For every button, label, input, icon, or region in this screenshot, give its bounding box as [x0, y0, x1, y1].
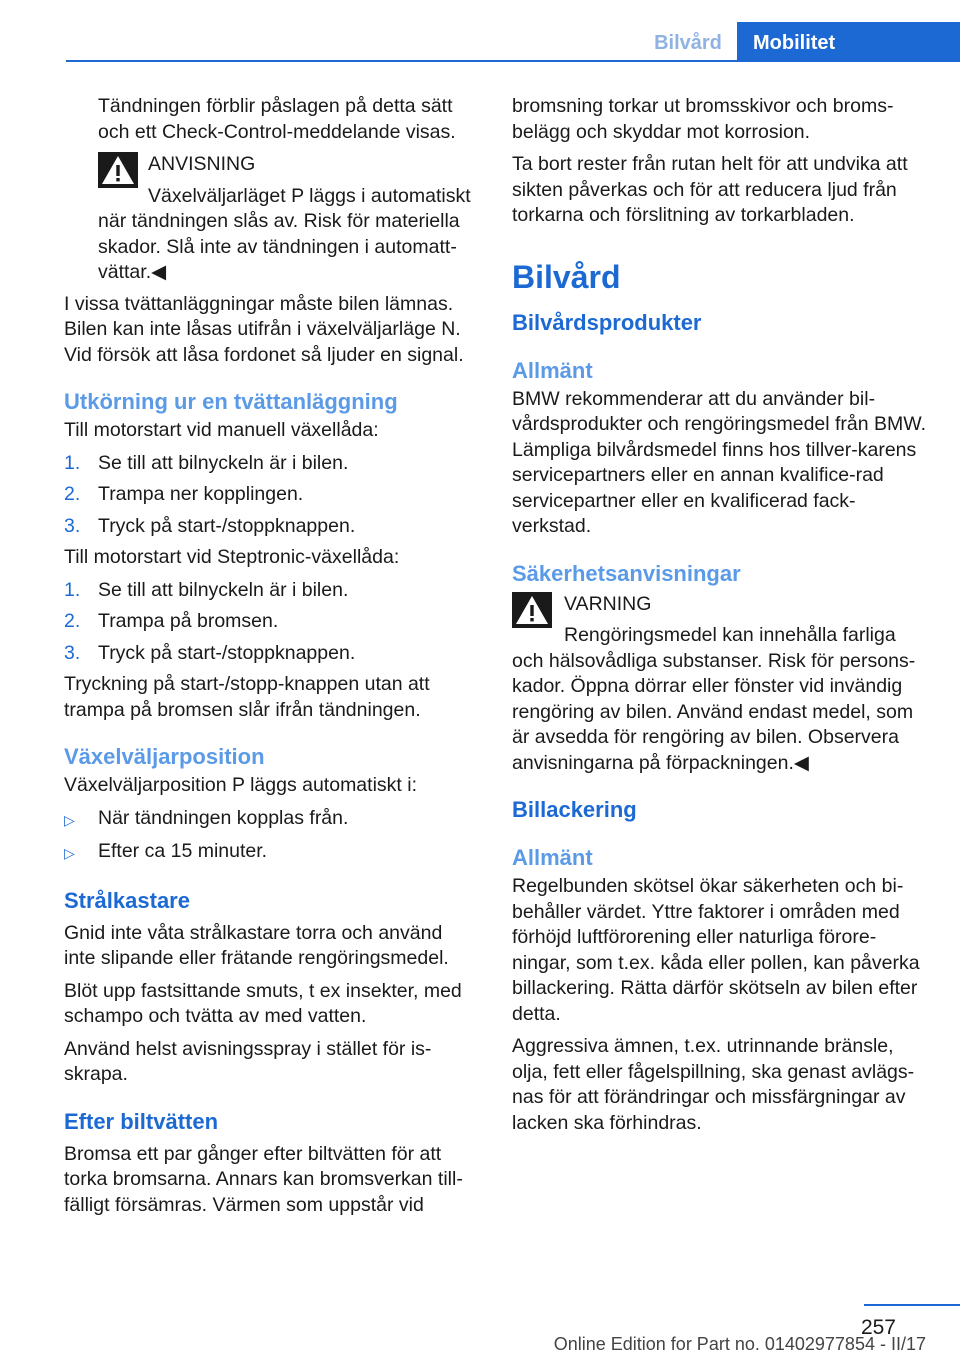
subsection-heading: Allmänt — [512, 845, 593, 870]
paragraph: I vissa tvättanläggningar måste bilen lämnas. Bilen kan inte låsas utifrån i växelväljarläge N. Vid försök att låsa fordonet så ljuder en signal. — [64, 292, 464, 366]
paragraph: Till motorstart vid manuell växellåda: — [64, 419, 379, 441]
page-number: 257 — [860, 1316, 896, 1339]
list-item — [64, 514, 478, 540]
paragraph: BMW rekommenderar att du använder bil-vårdsprodukter och rengöringsmedel från BMW. Lämpliga bilvårdsmedel finns hos tillver-karens servicepartners eller en annan kvalifice-rad servicepartner eller en kvalificerad fack-verkstad. — [512, 387, 927, 537]
list-item — [64, 482, 478, 508]
paragraph: Tryckning på start-/stopp-knappen utan att trampa på bromsen slår ifrån tändningen. — [64, 673, 430, 721]
list-number: 2. — [64, 483, 81, 505]
section-heading: Efter biltvätten — [64, 1108, 219, 1134]
right-column — [512, 94, 932, 1143]
list-item-text: Trampa på bromsen. — [98, 610, 279, 632]
warning-text-rest: och hälsovådliga substanser. Risk för persons-kador. Öppna dörrar eller fönster vid invändig rengöring av bilen. Använd endast medel, som är avsedda för rengöring av bilen. Observera anvisningarna på förpackningen.◀ — [512, 649, 916, 774]
list-item-text: Se till att bilnyckeln är i bilen. — [98, 578, 349, 601]
list-item-text: När tändningen kopplas från. — [98, 806, 349, 829]
section-heading: Billackering — [512, 797, 637, 822]
header-tab-chapter[interactable]: Mobilitet — [737, 22, 960, 62]
section-heading: Utkörning ur en tvättanläggning — [64, 389, 398, 414]
list-number: 3. — [64, 641, 81, 664]
warning-triangle-icon — [98, 152, 138, 188]
warning-triangle-icon — [512, 592, 552, 628]
paragraph: Ta bort rester från rutan helt för att undvika att sikten påverkas och för att reducera ljud från torkarna och förslitning av torkarbladen. — [512, 153, 908, 226]
triangle-bullet-icon: ▷ — [64, 811, 75, 828]
chapter-heading: Bilvård — [512, 258, 621, 295]
subsection-heading: Säkerhetsanvisningar — [512, 560, 741, 586]
list-item-text: Tryck på start-/stoppknappen. — [98, 514, 356, 537]
list-number: 2. — [64, 610, 81, 632]
list-number: 3. — [64, 514, 81, 537]
paragraph: Till motorstart vid Steptronic-växellåda: — [64, 546, 400, 568]
list-item — [64, 839, 478, 867]
list-item-text: Se till att bilnyckeln är i bilen. — [98, 451, 349, 474]
subsection-heading: Allmänt — [512, 357, 593, 383]
edition-note: Online Edition for Part no. 01402977854 - II/17 — [553, 1334, 926, 1354]
list-number: 1. — [64, 578, 81, 601]
warning-box — [512, 592, 932, 777]
warning-title: VARNING — [564, 592, 652, 615]
list-item — [64, 578, 478, 604]
paragraph: Bromsa ett par gånger efter biltvätten för att torka bromsarna. Annars kan bromsverkan till-fälligt försämras. Värmen som uppstår vid — [64, 1142, 463, 1216]
notice-text-rest: när tändningen slås av. Risk för materiella skador. Slå inte av tändningen i automatt-vättar.◀ — [98, 210, 460, 283]
list-item — [64, 641, 478, 667]
triangle-bullet-icon: ▷ — [64, 845, 75, 861]
list-item-text: Efter ca 15 minuter. — [98, 840, 268, 862]
footer-rule — [864, 1304, 960, 1306]
header-tab-section[interactable]: Bilvård — [654, 32, 722, 54]
numbered-list — [64, 451, 478, 540]
list-number: 1. — [64, 451, 81, 474]
paragraph: Regelbunden skötsel ökar säkerheten och bi-behåller värdet. Yttre faktorer i områden med förhöjd luftförorening eller naturliga förore-ningar, som t.ex. kåda eller pollen, kan påverka billackering. Rätta därför skötseln av bilen efter detta. — [512, 875, 920, 1025]
list-item — [64, 451, 478, 477]
paragraph: bromsning torkar ut bromsskivor och broms-belägg och skyddar mot korrosion. — [512, 95, 894, 143]
paragraph: Använd helst avisningsspray i stället för is-skrapa. — [64, 1037, 432, 1085]
paragraph: Gnid inte våta strålkastare torra och använd inte slipande eller frätande rengöringsmedel. — [64, 921, 449, 969]
notice-text-first: Växelväljarläget P läggs i automatiskt — [148, 184, 471, 207]
notice-title: ANVISNING — [148, 153, 256, 175]
warning-text-first: Rengöringsmedel kan innehålla farliga — [564, 624, 896, 646]
numbered-list — [64, 578, 478, 667]
notice-box — [64, 152, 478, 286]
list-item — [64, 609, 478, 635]
list-item-text: Trampa ner kopplingen. — [98, 483, 304, 505]
section-heading: Strålkastare — [64, 887, 190, 913]
list-item-text: Tryck på start-/stoppknappen. — [98, 641, 356, 664]
left-column — [64, 94, 478, 1225]
paragraph: Tändningen förblir påslagen på detta sätt och ett Check-Control-meddelande visas. — [98, 95, 456, 143]
paragraph: Aggressiva ämnen, t.ex. utrinnande bränsle, olja, fett eller fågelspillning, ska genast avlägs-nas för att förändringar och missfärgningar av lacken ska förhindras. — [512, 1035, 915, 1134]
section-heading: Växelväljarposition — [64, 744, 265, 769]
section-heading: Bilvårdsprodukter — [512, 309, 702, 335]
paragraph: Växelväljarposition P läggs automatiskt i: — [64, 774, 417, 796]
paragraph: Blöt upp fastsittande smuts, t ex insekter, med schampo och tvätta av med vatten. — [64, 979, 462, 1027]
bullet-list — [64, 806, 478, 867]
list-item — [64, 806, 478, 834]
